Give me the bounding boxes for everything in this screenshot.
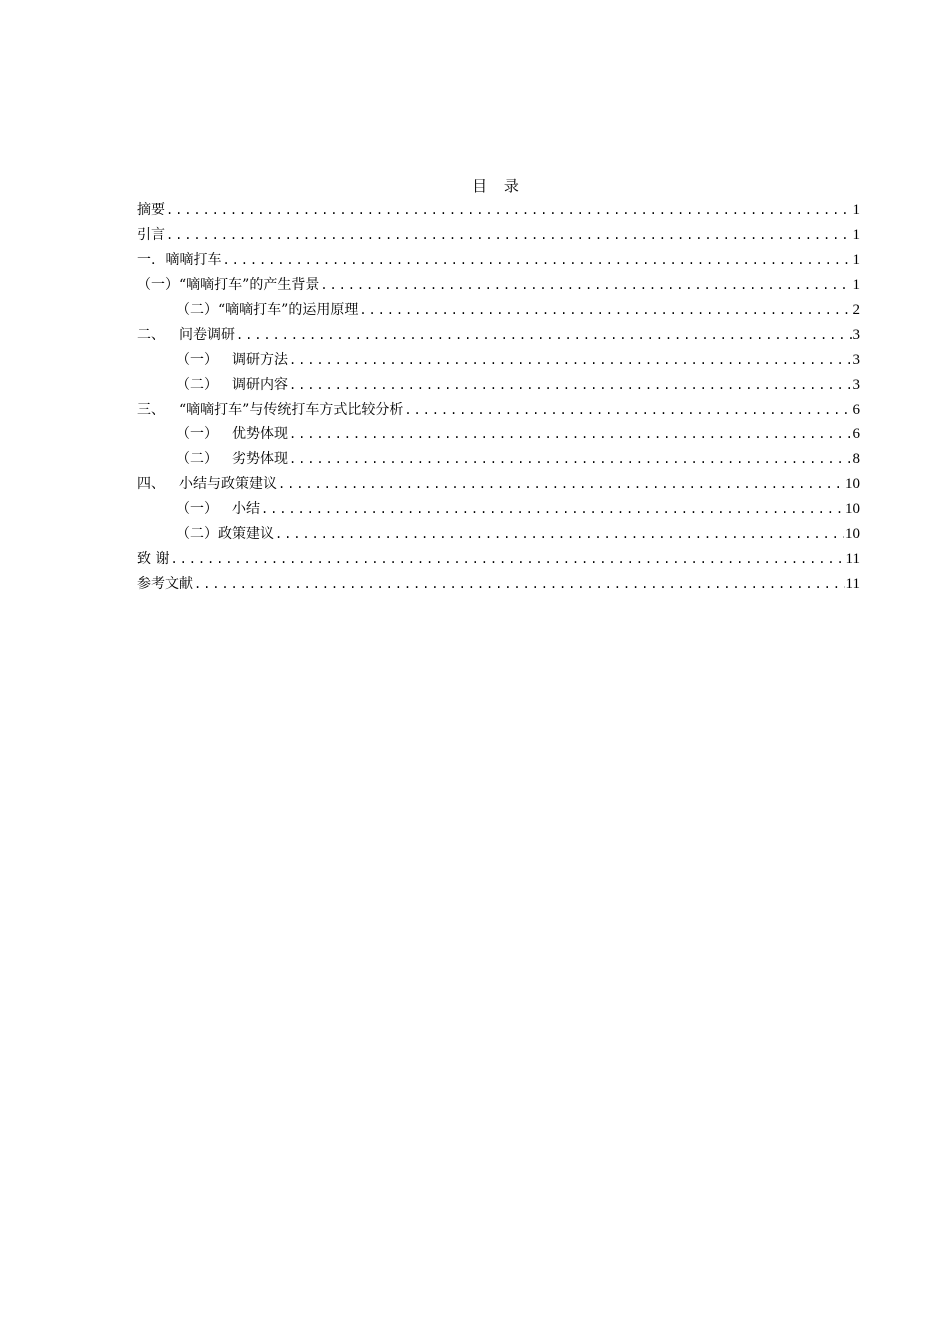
toc-leader-dots [359, 300, 851, 320]
toc-entry-section-3-2[interactable] [137, 447, 860, 472]
toc-entry-number: （二） [176, 376, 218, 393]
toc-entry-number: （二） [176, 526, 218, 543]
toc-entry-number: （二） [176, 451, 218, 468]
toc-entry-label: 优势体现 [232, 426, 288, 443]
toc-entry-label: 参考文献 [137, 575, 193, 592]
toc-entry-label: 小结 [232, 501, 260, 518]
toc-entry-section-2[interactable] [137, 322, 860, 347]
toc-entry-page: 1 [852, 202, 860, 219]
toc-entry-page: 10 [845, 476, 860, 493]
toc-entry-references[interactable] [137, 571, 860, 596]
table-of-contents [137, 174, 860, 596]
toc-entry-section-2-1[interactable] [137, 347, 860, 372]
toc-entry-label: 调研内容 [232, 376, 288, 393]
toc-entry-label: “嘀嘀打车”与传统打车方式比较分析 [179, 401, 404, 418]
toc-entry-acknowledgements[interactable] [137, 546, 860, 571]
toc-entry-number: 四、 [137, 476, 165, 493]
toc-entry-number: 二、 [137, 326, 165, 343]
toc-entry-number: （一） [176, 351, 218, 368]
toc-entry-number: （一） [176, 501, 218, 518]
toc-entry-number: （一） [137, 277, 179, 294]
toc-entry-label: 摘要 [137, 202, 165, 219]
toc-leader-dots [194, 574, 845, 594]
toc-entry-label: 致 谢 [137, 550, 170, 567]
toc-entry-label: 政策建议 [218, 526, 274, 543]
toc-entry-page: 3 [852, 351, 860, 368]
toc-entry-page: 6 [852, 401, 860, 418]
toc-entry-number: （二） [176, 302, 218, 318]
toc-entry-section-4[interactable] [137, 472, 860, 497]
toc-leader-dots [289, 375, 852, 395]
toc-entry-number: 三、 [137, 401, 165, 418]
toc-leader-dots [166, 225, 852, 245]
toc-entry-section-4-2[interactable] [137, 522, 860, 547]
toc-leader-dots [275, 524, 844, 544]
toc-entry-section-3[interactable] [137, 397, 860, 422]
toc-entry-label: “嘀嘀打车”的产生背景 [179, 277, 320, 294]
toc-entry-page: 1 [852, 227, 860, 244]
toc-entry-page: 6 [852, 426, 860, 443]
toc-entry-section-3-1[interactable] [137, 422, 860, 447]
toc-entry-page: 3 [852, 376, 860, 393]
toc-leader-dots [320, 275, 851, 295]
toc-leader-dots [222, 250, 851, 270]
toc-entry-section-1-1[interactable] [137, 273, 860, 298]
toc-entry-number: 一. [137, 252, 156, 269]
toc-entry-label: “嘀嘀打车”的运用原理 [218, 302, 359, 318]
toc-entry-page: 11 [845, 550, 860, 567]
toc-leader-dots [278, 474, 844, 494]
toc-leader-dots [289, 350, 852, 370]
toc-entry-label: 调研方法 [232, 351, 288, 368]
toc-leader-dots [404, 400, 851, 420]
toc-entry-number: （一） [176, 426, 218, 443]
toc-entry-page: 8 [852, 451, 860, 468]
toc-entry-page: 3 [852, 326, 860, 343]
toc-entry-page: 1 [852, 277, 860, 294]
toc-entry-page: 1 [852, 252, 860, 269]
toc-entry-section-1-2[interactable] [137, 298, 860, 323]
toc-entry-label: 嘀嘀打车 [165, 252, 222, 269]
toc-entry-label: 问卷调研 [179, 326, 235, 343]
toc-entry-page: 10 [845, 501, 860, 518]
toc-entry-label: 小结与政策建议 [179, 476, 277, 493]
toc-leader-dots [289, 449, 852, 469]
toc-entry-section-4-1[interactable] [137, 497, 860, 522]
toc-entry-label: 引言 [137, 227, 165, 244]
toc-title: 目 录 [472, 177, 525, 195]
toc-entry-page: 2 [852, 302, 860, 318]
toc-entry-section-1[interactable] [137, 248, 860, 273]
toc-leader-dots [170, 549, 844, 569]
toc-entry-abstract[interactable] [137, 198, 860, 223]
toc-entry-section-2-2[interactable] [137, 372, 860, 397]
toc-entry-introduction[interactable] [137, 223, 860, 248]
toc-leader-dots [261, 499, 844, 519]
toc-leader-dots [289, 424, 852, 444]
toc-entry-page: 11 [845, 575, 860, 592]
toc-entry-page: 10 [845, 526, 860, 543]
toc-leader-dots [236, 325, 852, 345]
toc-leader-dots [166, 200, 852, 220]
toc-entry-label: 劣势体现 [232, 451, 288, 468]
